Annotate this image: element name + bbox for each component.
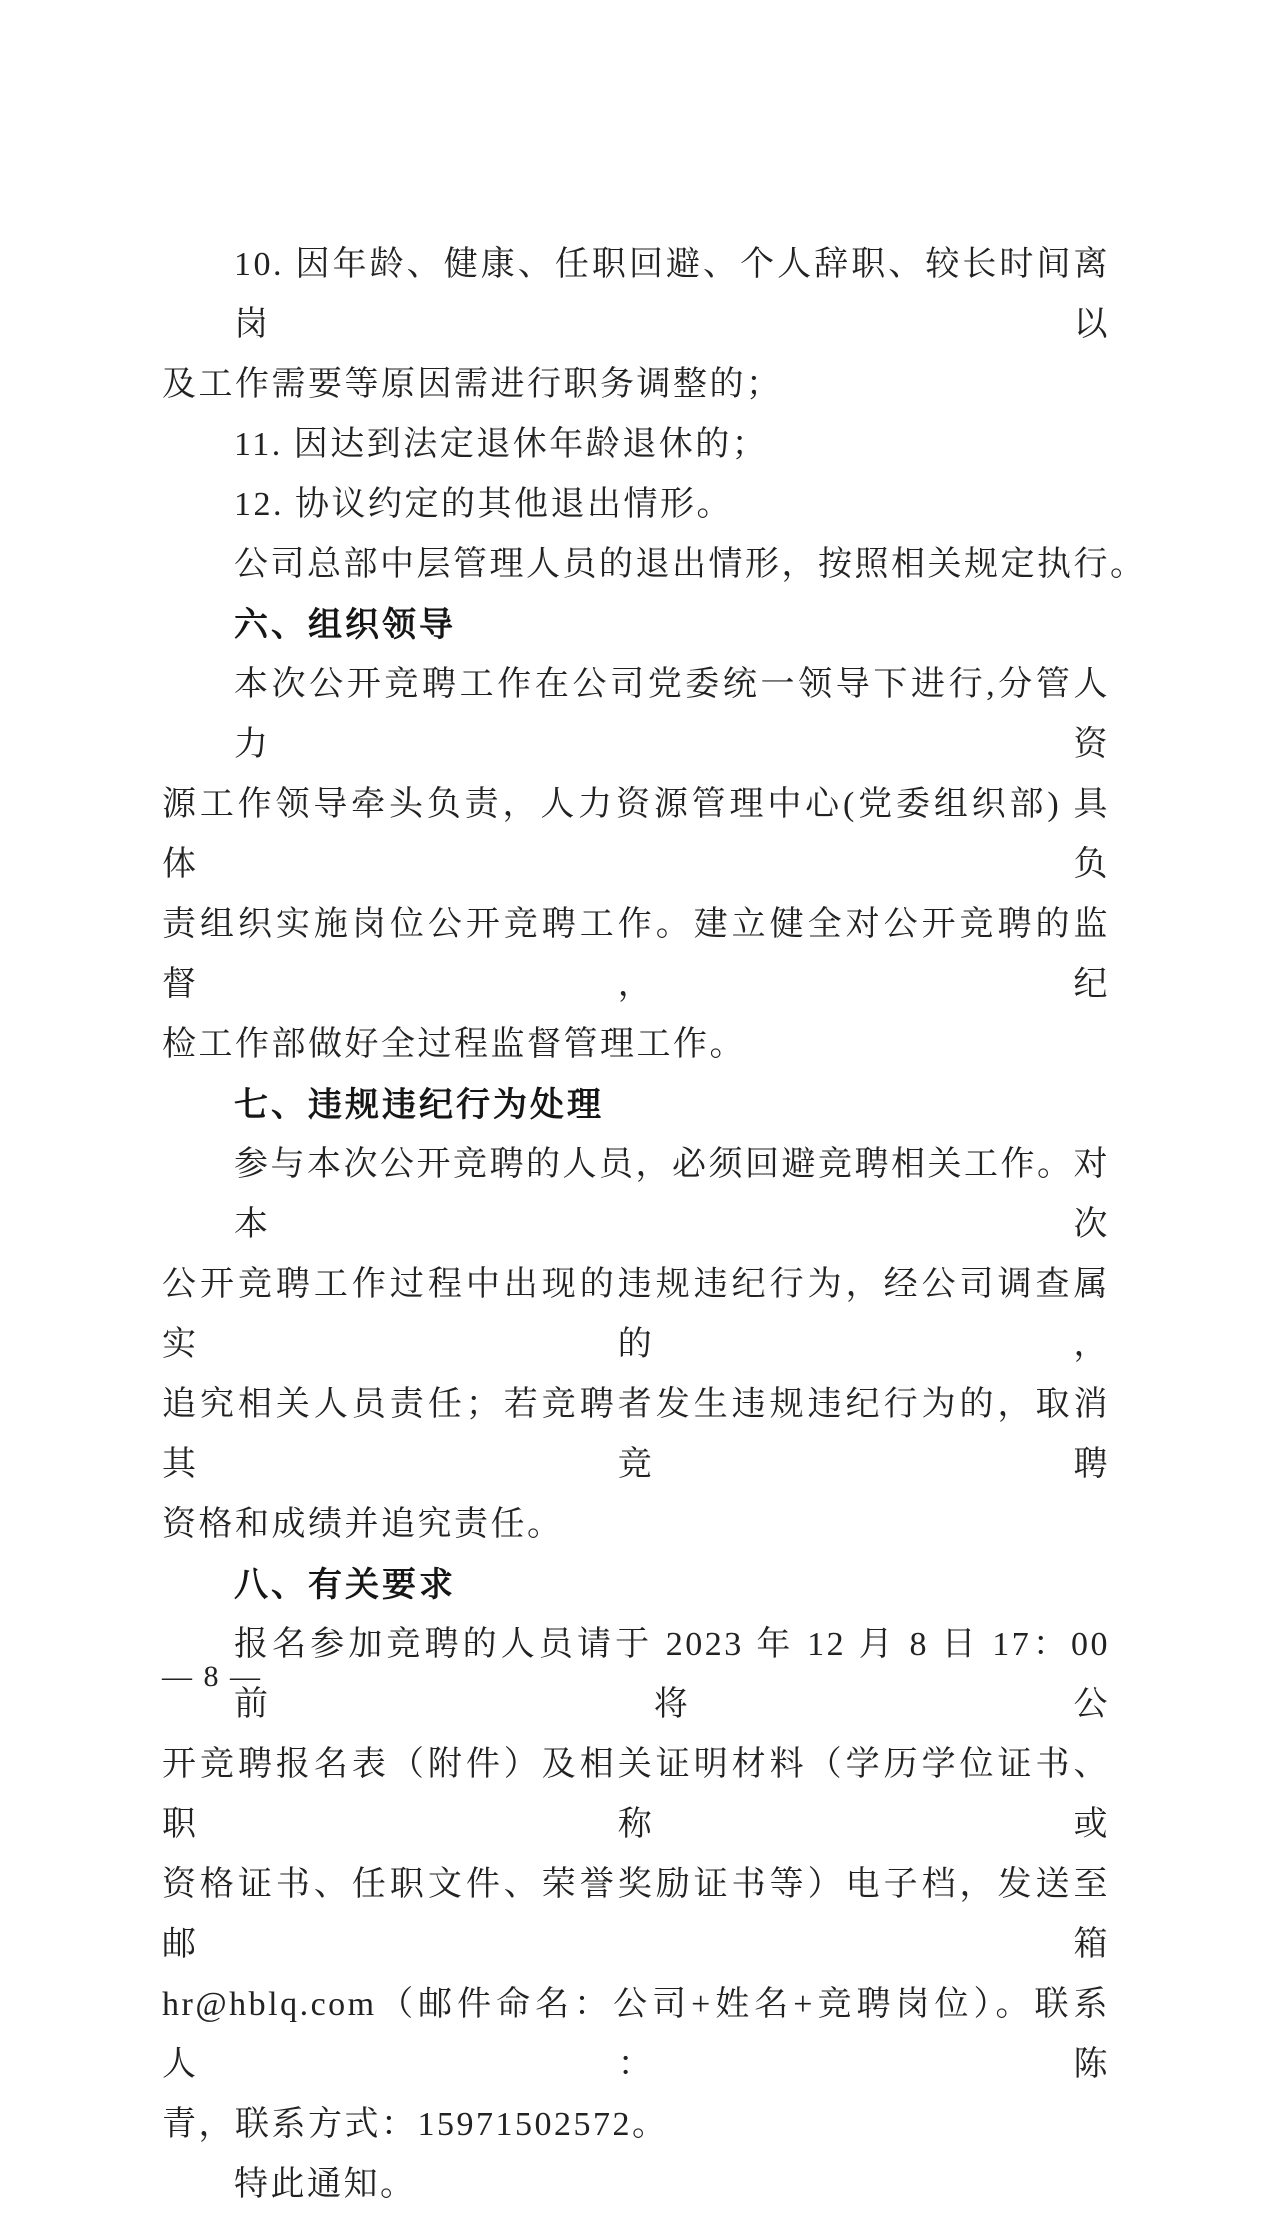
text-line: 10. 因年龄、健康、任职回避、个人辞职、较长时间离岗以 <box>234 246 1110 343</box>
text-line: hr@hblq.com（邮件命名：公司+姓名+竞聘岗位）。联系人：陈 <box>162 1986 1110 2083</box>
text-line: 报名参加竞聘的人员请于 2023 年 12 月 8 日 17：00 前将公 <box>234 1626 1110 1723</box>
page-number: — 8 — <box>162 1660 262 1693</box>
text-line: 追究相关人员责任；若竞聘者发生违规违纪行为的，取消其竞聘 <box>162 1386 1110 1483</box>
text-line: 11. 因达到法定退休年龄退休的； <box>234 426 769 463</box>
text-line: 责组织实施岗位公开竞聘工作。建立健全对公开竞聘的监督，纪 <box>162 906 1110 1003</box>
section-heading-8: 八、有关要求 <box>234 1566 456 1604</box>
text-line: 资格和成绩并追究责任。 <box>162 1506 564 1543</box>
text-line: 本次公开竞聘工作在公司党委统一领导下进行,分管人力资 <box>234 666 1110 763</box>
text-line: 青，联系方式：15971502572。 <box>162 2106 669 2143</box>
text-line: 参与本次公开竞聘的人员，必须回避竞聘相关工作。对本次 <box>234 1146 1110 1243</box>
text-line: 公开竞聘工作过程中出现的违规违纪行为，经公司调查属实的， <box>162 1266 1110 1363</box>
section-heading-6: 六、组织领导 <box>234 606 456 644</box>
section-heading-7: 七、违规违纪行为处理 <box>234 1086 604 1124</box>
text-line: 特此通知。 <box>234 2166 417 2203</box>
text-line: 公司总部中层管理人员的退出情形，按照相关规定执行。 <box>234 546 1147 583</box>
text-line: 资格证书、任职文件、荣誉奖励证书等）电子档，发送至邮箱 <box>162 1866 1110 1963</box>
text-line: 及工作需要等原因需进行职务调整的； <box>162 366 783 403</box>
document-page <box>162 235 1147 2215</box>
text-line: 开竞聘报名表（附件）及相关证明材料（学历学位证书、职称或 <box>162 1746 1110 1843</box>
text-line: 检工作部做好全过程监督管理工作。 <box>162 1026 746 1063</box>
text-line: 12. 协议约定的其他退出情形。 <box>234 486 733 523</box>
text-line: 源工作领导牵头负责，人力资源管理中心(党委组织部) 具体负 <box>162 786 1110 883</box>
